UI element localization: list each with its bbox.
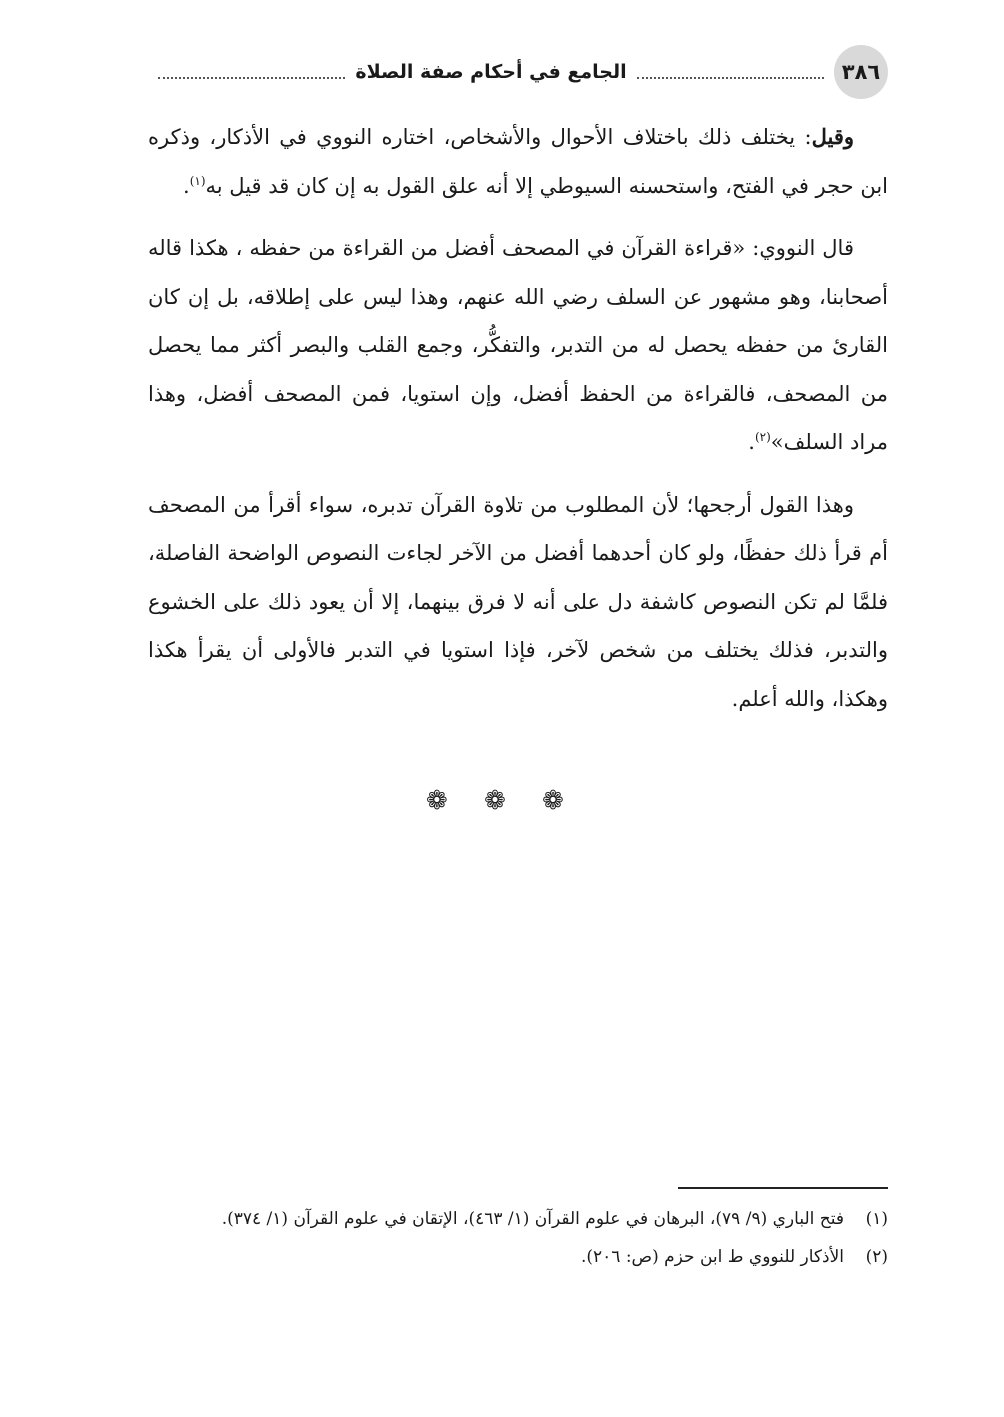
section-divider-ornament: ❁ ❁ ❁ bbox=[426, 786, 578, 816]
footnote-item bbox=[148, 1203, 888, 1235]
footnote-number: (١) bbox=[865, 1209, 888, 1229]
header-dotted-leader-left bbox=[158, 77, 345, 79]
book-title: الجامع في أحكام صفة الصلاة bbox=[355, 61, 627, 83]
page-number: ٣٨٦ bbox=[841, 60, 881, 84]
body-text bbox=[148, 113, 888, 737]
paragraph-2 bbox=[148, 224, 888, 467]
footnote-text: فتح الباري (٩/ ٧٩)، البرهان في علوم القرآن (١/ ٤٦٣)، الإتقان في علوم القرآن (١/ ٣٧٤). bbox=[221, 1209, 844, 1229]
footnote-ref-2[interactable]: (٢) bbox=[754, 430, 771, 444]
paragraph-3 bbox=[148, 481, 888, 724]
paragraph-1-text: : يختلف ذلك باختلاف الأحوال والأشخاص، اختاره النووي في الأذكار، وذكره ابن حجر في الفتح، واستحسنه السيوطي إلا أنه علق القول به إن كان قد قيل به bbox=[148, 125, 888, 198]
footnote-ref-1[interactable]: (١) bbox=[189, 173, 206, 188]
paragraph-1-end: . bbox=[183, 173, 190, 198]
footnote-separator bbox=[678, 1187, 888, 1189]
paragraph-3-text: وهذا القول أرجحها؛ لأن المطلوب من تلاوة القرآن تدبره، سواء أقرأ من المصحف أم قرأ ذلك حفظًا، ولو كان أحدهما أفضل من الآخر لجاءت النصوص الواضحة الفاصلة، فلمَّا لم تكن النصوص كاشفة دل على أنه لا فرق بينهما، إلا أن يعود ذلك على الخشوع والتدبر، فذلك يختلف من شخص لآخر، فإذا استويا في التدبر فالأولى أن يقرأ هكذا وهكذا، والله أعلم. bbox=[148, 492, 888, 711]
page-number-badge bbox=[834, 45, 888, 99]
footnote-number: (٢) bbox=[865, 1247, 888, 1267]
footnote-text: الأذكار للنووي ط ابن حزم (ص: ٢٠٦). bbox=[580, 1247, 844, 1267]
header-dotted-leader bbox=[637, 77, 824, 79]
paragraph-2-text: قال النووي: «قراءة القرآن في المصحف أفضل من القراءة من حفظه ، هكذا قاله أصحابنا، وهو مشهور عن السلف رضي الله عنهم، وهذا ليس على إطلاقه، بل إن كان القارئ من حفظه يحصل له من التدبر، والتفكُّر، وجمع القلب والبصر أكثر مما يحصل من المصحف، فالقراءة من الحفظ أفضل، وإن استويا، فمن المصحف أفضل، وهذا مراد السلف» bbox=[148, 236, 888, 454]
footnote-item bbox=[148, 1241, 888, 1273]
paragraph-1 bbox=[148, 113, 888, 210]
paragraph-2-end: . bbox=[748, 430, 755, 454]
footnotes bbox=[148, 1203, 888, 1279]
paragraph-1-lead: وقيل bbox=[811, 124, 854, 149]
running-header bbox=[148, 44, 888, 100]
